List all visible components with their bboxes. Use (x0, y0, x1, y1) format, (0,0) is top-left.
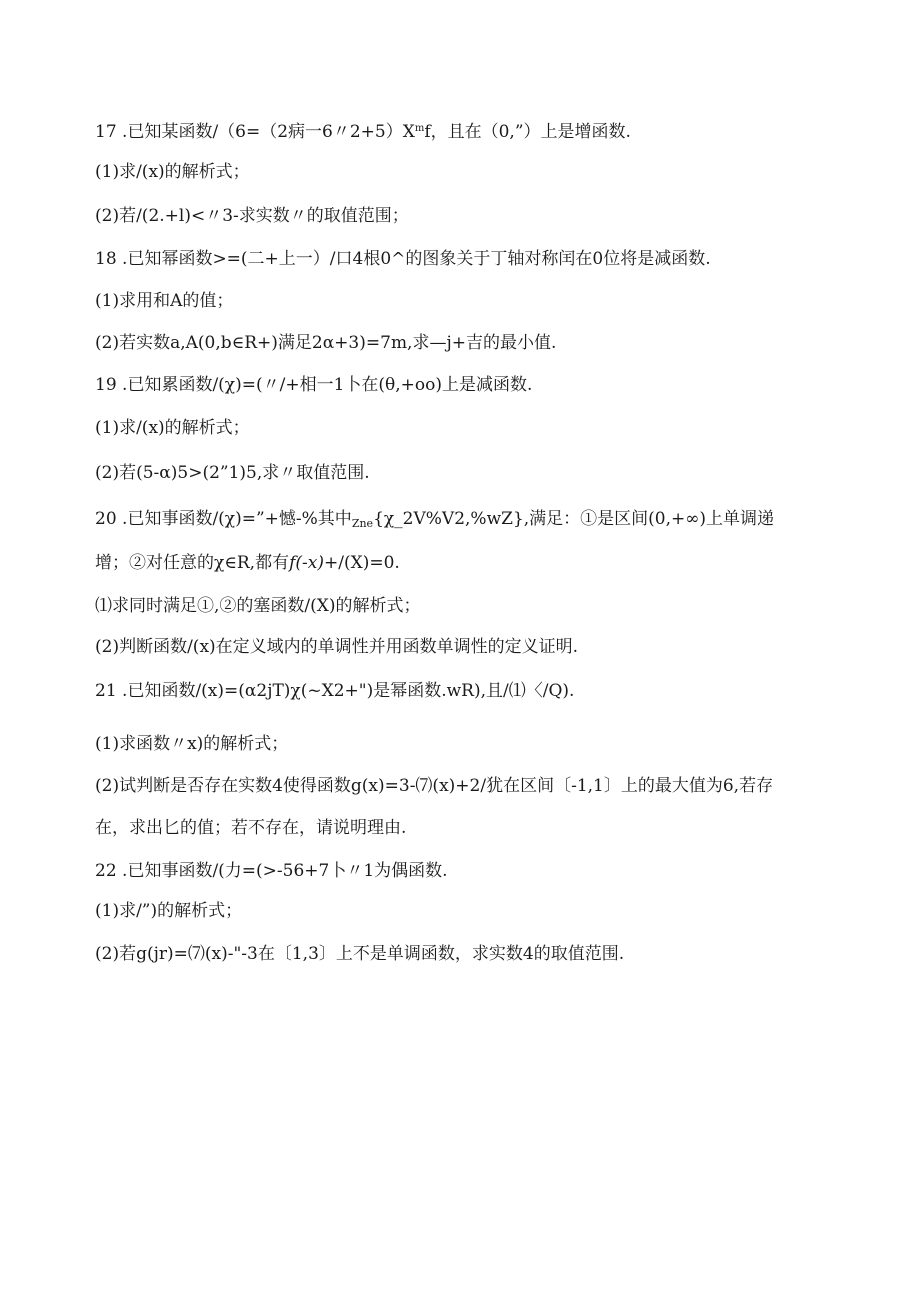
problem-17-stem-text: 17 .已知某函数/（6=（2病一6〃2+5）X (95, 122, 415, 142)
problem-20-part-2: (2)判断函数/(x)在定义域内的单调性并用函数单调性的定义证明. (95, 637, 579, 657)
problem-17-part-2: (2)若/(2.+l)<〃3-求实数〃的取值范围； (95, 206, 409, 226)
problem-21-part-2-continued: 在，求出匕的值；若不存在，请说明理由. (95, 818, 407, 838)
problem-19-stem: 19 .已知累函数/(χ)=(〃/+相一1卜在(θ,+oo)上是减函数. (95, 375, 533, 395)
problem-20-stem-line-2 (95, 552, 400, 574)
problem-17-stem (95, 118, 631, 143)
problem-20-stem-line-2-b: +/(X)=0. (323, 553, 400, 573)
problem-20-stem-line-2-a: 增；②对任意的χ∈R,都有 (95, 553, 290, 573)
problem-20-stem (95, 508, 774, 535)
problem-20-stem-text: 20 .已知事函数/(χ)=”+憾-%其中 (95, 509, 352, 529)
problem-17-part-1: (1)求/(x)的解析式； (95, 162, 250, 182)
problem-19-part-1: (1)求/(x)的解析式； (95, 418, 250, 438)
problem-18-part-2: (2)若实数a,A(0,b∈R+)满足2α+3)=7m,求—j+吉的最小值. (95, 333, 557, 353)
problem-19-part-2: (2)若(5-α)5>(2”1)5,求〃取值范围. (95, 463, 370, 483)
problem-18-part-1: (1)求用和A的值； (95, 291, 234, 311)
problem-18-stem: 18 .已知幂函数>=(二+上一）/口4根0^的图象关于丁轴对称闰在0位将是减函数. (95, 249, 711, 269)
problem-20-part-1: ⑴求同时满足①,②的塞函数/(X)的解析式； (95, 596, 421, 616)
problem-17-stem-superscript: m (414, 123, 425, 134)
problem-21-part-2: (2)试判断是否存在实数4使得函数g(x)=3-⑺(x)+2/犹在区间〔-1,1〕上的最大值为6,若存 (95, 776, 774, 796)
problem-17-stem-tail: f，且在（0,”）上是增函数. (424, 122, 631, 142)
problem-21-stem: 21 .已知函数/(x)=(α2jT)χ(~X2+")是幂函数.wR),且/⑴〈/Q). (95, 681, 575, 701)
problem-22-stem: 22 .已知事函数/(力=(>-56+7卜〃1为偶函数. (95, 861, 448, 881)
problem-20-stem-subscript: Zne (351, 517, 374, 530)
problem-20-stem-tail: {χ_2V%V2,%wZ},满足：①是区间(0,+∞)上单调递 (373, 509, 775, 529)
problem-21-part-1: (1)求函数〃x)的解析式； (95, 734, 289, 754)
problem-20-stem-line-2-italic: f(-x) (289, 553, 324, 573)
problem-22-part-2: (2)若g(jr)=⑺(x)-"-3在〔1,3〕上不是单调函数，求实数4的取值范围. (95, 944, 625, 964)
problem-22-part-1: (1)求/”)的解析式； (95, 901, 243, 921)
